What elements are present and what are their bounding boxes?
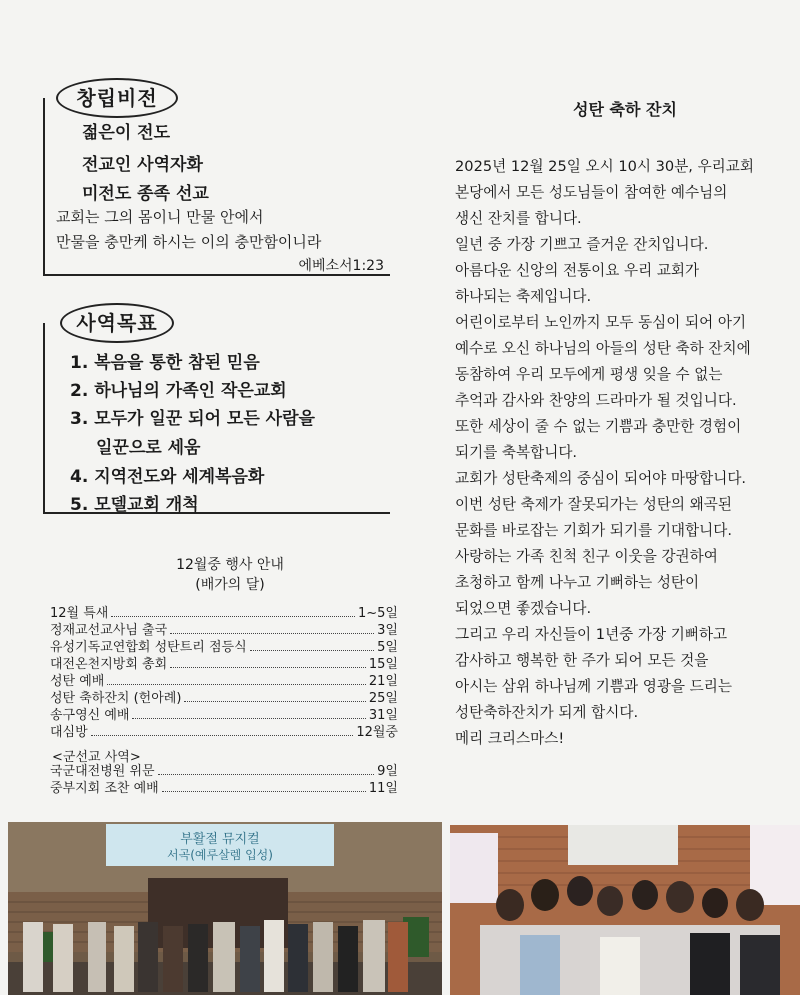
- vision-item: 전교인 사역자화: [82, 155, 203, 175]
- article-line: 문화를 바로잡는 기회가 되기를 기대합니다.: [455, 522, 732, 539]
- verse-reference: 에베소서1:23: [298, 258, 384, 274]
- vision-item: 미전도 종족 선교: [82, 184, 209, 204]
- article-line: 메리 크리스마스!: [455, 730, 565, 747]
- article-line: 예수로 오신 하나님의 아들의 성탄 축하 잔치에: [455, 340, 751, 357]
- article-line: 그리고 우리 자신들이 1년중 가장 기뻐하고: [455, 626, 728, 643]
- musical-photo: [8, 822, 442, 995]
- verse-line: 만물을 충만케 하시는 이의 충만함이니라: [56, 233, 322, 251]
- vision-frame-left: [43, 98, 45, 275]
- events-subtitle: (배가의 달): [195, 577, 265, 593]
- mission-goal: 2. 하나님의 가족인 작은교회: [70, 381, 287, 401]
- article-line: 어린이로부터 노인까지 모두 동심이 되어 아기: [455, 314, 747, 331]
- article-line: 추억과 감사와 찬양의 드라마가 될 것입니다.: [455, 392, 737, 409]
- mission-heading: 사역목표: [60, 303, 174, 343]
- verse-line: 교회는 그의 몸이니 만물 안에서: [56, 208, 264, 226]
- article-line: 아시는 삼위 하나님께 기쁨과 영광을 드리는: [455, 678, 732, 695]
- mission-goal: 3. 모두가 일꾼 되어 모든 사람을: [70, 409, 315, 429]
- event-row: 성탄 축하잔치 (헌아례) 25일: [50, 691, 398, 706]
- article-title: 성탄 축하 잔치: [573, 100, 677, 119]
- military-row: 국군대전병원 위문 9일: [50, 764, 398, 779]
- article-line: 하나되는 축제입니다.: [455, 288, 592, 305]
- article-line: 되기를 축복합니다.: [455, 444, 578, 461]
- article-line: 교회가 성탄축제의 중심이 되어야 마땅합니다.: [455, 470, 747, 487]
- article-line: 초청하고 함께 나누고 기뻐하는 성탄이: [455, 574, 700, 591]
- article-line: 생신 잔치를 합니다.: [455, 210, 582, 227]
- mission-goal: 일꾼으로 세움: [96, 438, 201, 458]
- event-row: 12월 특새 1~5일: [50, 606, 398, 621]
- musical-banner-title: 부활절 뮤지컬: [180, 832, 260, 847]
- event-row: 대심방 12월중: [50, 725, 398, 740]
- vision-item: 젊은이 전도: [82, 123, 171, 143]
- article-line: 본당에서 모든 성도님들이 참여한 예수님의: [455, 184, 728, 201]
- musical-banner-subtitle: 서곡(예루살렘 입성): [167, 848, 273, 862]
- mission-goal: 4. 지역전도와 세계복음화: [70, 467, 265, 487]
- article-line: 사랑하는 가족 친척 친구 이웃을 강권하여: [455, 548, 718, 565]
- mission-goal: 5. 모델교회 개척: [70, 495, 199, 515]
- group-photo: [450, 825, 800, 995]
- events-title: 12월중 행사 안내: [176, 557, 284, 573]
- article-line: 또한 세상이 줄 수 없는 기쁨과 충만한 경험이: [455, 418, 742, 435]
- military-heading: <군선교 사역>: [52, 750, 141, 765]
- article-line: 동참하여 우리 모두에게 평생 잊을 수 없는: [455, 366, 723, 383]
- event-row: 송구영신 예배 31일: [50, 708, 398, 723]
- article-line: 2025년 12월 25일 오시 10시 30분, 우리교회: [455, 158, 754, 175]
- article-line: 이번 성탄 축제가 잘못되가는 성탄의 왜곡된: [455, 496, 732, 513]
- article-line: 일년 중 가장 기쁘고 즐거운 잔치입니다.: [455, 236, 709, 253]
- article-line: 아름다운 신앙의 전통이요 우리 교회가: [455, 262, 700, 279]
- mission-frame-left: [43, 323, 45, 513]
- article-line: 성탄축하잔치가 되게 합시다.: [455, 704, 639, 721]
- vision-heading: 창립비전: [56, 78, 178, 118]
- event-row: 대전온천지방회 총회 15일: [50, 657, 398, 672]
- article-line: 감사하고 행복한 한 주가 되어 모든 것을: [455, 652, 709, 669]
- event-row: 정재교선교사님 출국 3일: [50, 623, 398, 638]
- event-row: 유성기독교연합회 성탄트리 점등식 5일: [50, 640, 398, 655]
- military-row: 중부지회 조찬 예배 11일: [50, 781, 398, 796]
- event-row: 성탄 예배 21일: [50, 674, 398, 689]
- mission-goal: 1. 복음을 통한 참된 믿음: [70, 353, 260, 373]
- article-line: 되었으면 좋겠습니다.: [455, 600, 592, 617]
